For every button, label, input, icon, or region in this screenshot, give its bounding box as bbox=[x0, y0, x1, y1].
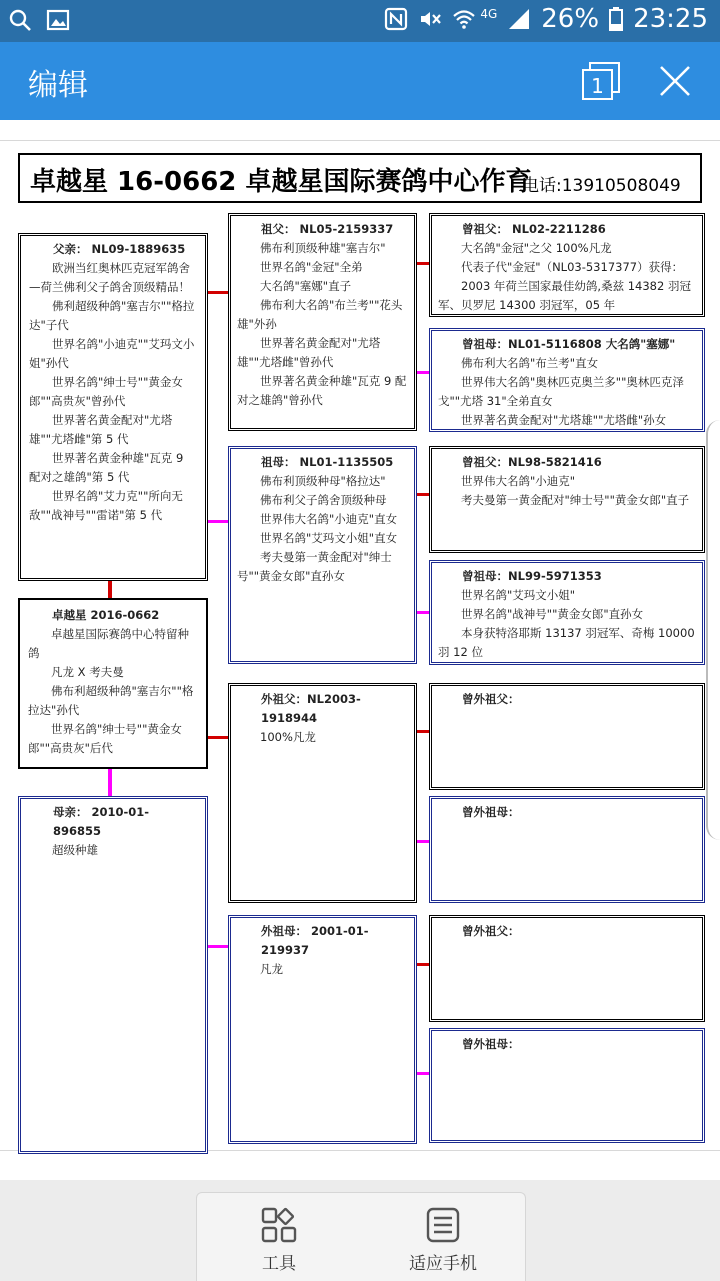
pedigree-box-heading: 曾祖父： NL02-2211286 bbox=[462, 222, 606, 236]
network-type: 4G bbox=[480, 7, 498, 21]
connector-gf2-ggf bbox=[417, 730, 429, 733]
pedigree-box-line: 超级种雄 bbox=[52, 843, 98, 857]
pedigree-box-line: 凡龙 bbox=[260, 962, 283, 976]
connector-gm2-ggf bbox=[417, 963, 429, 966]
pedigree-title: 卓越星 16-0662 卓越星国际赛鸽中心作育 bbox=[30, 167, 532, 197]
maternal-grandmother-box bbox=[228, 915, 417, 1144]
great-grandfather-1-box bbox=[429, 213, 705, 317]
battery-icon bbox=[609, 7, 623, 31]
battery-percent: 26% bbox=[541, 4, 600, 34]
connector-gm1-ggf bbox=[417, 493, 429, 496]
great-grandmother-4-box bbox=[429, 1028, 705, 1143]
great-grandfather-4-box bbox=[429, 915, 705, 1022]
connector-father-grandfather bbox=[208, 291, 228, 294]
nfc-icon bbox=[384, 7, 408, 31]
page-top-divider bbox=[0, 140, 720, 141]
scroll-edge[interactable] bbox=[706, 420, 720, 840]
great-grandfather-2-box bbox=[429, 446, 705, 553]
connector-gm1-ggm bbox=[417, 611, 429, 614]
pedigree-box-heading: 曾外祖父： bbox=[462, 692, 520, 706]
pedigree-box-heading: 曾外祖父： bbox=[462, 924, 520, 938]
connector-mother-grandmother bbox=[208, 945, 228, 948]
pedigree-box-line: 佛利超级种鸽"塞吉尔""格拉达"子代 bbox=[29, 299, 195, 332]
great-grandmother-3-box bbox=[429, 796, 705, 903]
paternal-grandfather-box bbox=[228, 213, 417, 431]
pedigree-box-line: 大名鸽"塞娜"直子 bbox=[260, 279, 352, 293]
pedigree-box-line: 世界名鸽"艾玛文小姐" bbox=[461, 588, 576, 602]
bottom-toolbar bbox=[196, 1192, 526, 1281]
connector-mother-grandfather bbox=[208, 736, 228, 739]
mother-box bbox=[18, 796, 208, 1154]
pedigree-box-line: 世界伟大名鸽"小迪克"直女 bbox=[260, 512, 398, 526]
signal-icon bbox=[507, 7, 531, 31]
pedigree-box-heading: 母亲： 2010-01-896855 bbox=[53, 805, 150, 838]
pedigree-box-line: 100%凡龙 bbox=[260, 730, 316, 744]
connector-gf1-ggf bbox=[417, 262, 429, 265]
pedigree-box-line: 卓越星国际赛鸽中心特留种鸽 bbox=[28, 627, 189, 660]
pedigree-box-line: 世界名鸽"艾力克""所向无敌""战神号""雷诺"第 5 代 bbox=[29, 489, 183, 522]
connector-father-grandmother bbox=[208, 520, 228, 523]
pedigree-box-line: 世界名鸽"绅士号""黄金女郎""高贵灰"曾孙代 bbox=[29, 375, 183, 408]
pedigree-box-line: 世界著名黄金种雄"瓦克 9 配对之雄鸽"第 5 代 bbox=[29, 451, 184, 484]
connector-gf2-ggm bbox=[417, 840, 429, 843]
pedigree-box-line: 世界著名黄金配对"尤塔雄""尤塔雌"第 5 代 bbox=[29, 413, 173, 446]
connector-gm2-ggm bbox=[417, 1072, 429, 1075]
document-lines-icon bbox=[423, 1205, 463, 1245]
pedigree-box-line: 佛布利大名鸽"布兰考"直女 bbox=[461, 356, 599, 370]
pedigree-box-line: 世界伟大名鸽"奥林匹克奥兰多""奥林匹克泽戈""尤塔 31"全弟直女 bbox=[438, 375, 684, 408]
pedigree-box-line: 大名鸽"金冠"之父 100%凡龙 bbox=[461, 241, 612, 255]
fit-phone-button[interactable] bbox=[361, 1193, 525, 1281]
pedigree-box-line: 世界名鸽"战神号""黄金女郎"直孙女 bbox=[461, 607, 644, 621]
grid-tools-icon bbox=[259, 1205, 299, 1245]
pedigree-box-line: 佛布利超级种鸽"塞吉尔""格拉达"孙代 bbox=[28, 684, 194, 717]
pedigree-box-line: 世界名鸽"艾玛文小姐"直女 bbox=[260, 531, 398, 545]
pedigree-box-line: 世界著名黄金配对"尤塔雄""尤塔雌"孙女 bbox=[461, 413, 667, 427]
great-grandmother-1-box bbox=[429, 328, 705, 432]
pedigree-box-heading: 曾祖父：NL98-5821416 bbox=[462, 455, 602, 469]
pedigree-box-line: 世界著名黄金配对"尤塔雄""尤塔雌"曾孙代 bbox=[237, 336, 381, 369]
pedigree-box-heading: 祖母： NL01-1135505 bbox=[261, 455, 394, 469]
pedigree-box-line: 世界名鸽"绅士号""黄金女郎""高贵灰"后代 bbox=[28, 722, 182, 755]
pedigree-box-line: 世界著名黄金种雄"瓦克 9 配对之雄鸽"曾孙代 bbox=[237, 374, 407, 407]
pedigree-box-heading: 父亲： NL09-1889635 bbox=[53, 242, 186, 256]
pedigree-box-line: 考夫曼第一黄金配对"绅士号""黄金女郎"直孙女 bbox=[237, 550, 392, 583]
pedigree-box-line: 世界伟大名鸽"小迪克" bbox=[461, 474, 576, 488]
pedigree-box-heading: 曾外祖母： bbox=[462, 805, 520, 819]
self-box bbox=[18, 598, 208, 769]
pedigree-header bbox=[18, 153, 702, 203]
pedigree-phone: 电话:13910508049 bbox=[522, 176, 681, 196]
pedigree-box-heading: 曾祖母：NL99-5971353 bbox=[462, 569, 602, 583]
great-grandfather-3-box bbox=[429, 683, 705, 790]
pedigree-box-line: 佛布利顶级种雄"塞吉尔" bbox=[260, 241, 386, 255]
pedigree-box-heading: 外祖母： 2001-01-219937 bbox=[261, 924, 369, 957]
connector-self-mother bbox=[108, 769, 112, 796]
mute-icon bbox=[418, 7, 442, 31]
gallery-icon bbox=[46, 8, 70, 32]
paternal-grandmother-box bbox=[228, 446, 417, 664]
connector-father-self bbox=[108, 581, 112, 598]
search-icon bbox=[8, 8, 32, 32]
pedigree-box-line: 佛布利大名鸽"布兰考""花头雄"外孙 bbox=[237, 298, 403, 331]
connector-gf1-ggm bbox=[417, 371, 429, 374]
pedigree-box-line: 佛布利顶级种母"格拉达" bbox=[260, 474, 386, 488]
pedigree-box-heading: 曾外祖母： bbox=[462, 1037, 520, 1051]
status-bar bbox=[0, 0, 720, 42]
clock: 23:25 bbox=[633, 4, 708, 34]
pedigree-box-heading: 外祖父：NL2003-1918944 bbox=[261, 692, 361, 725]
wifi-icon bbox=[452, 7, 476, 31]
page-title: 编辑 bbox=[28, 68, 88, 103]
pedigree-box-line: 欧洲当红奥林匹克冠军鸽舍—荷兰佛利父子鸽舍顶级精品！ bbox=[29, 261, 190, 294]
close-icon[interactable] bbox=[658, 64, 692, 98]
pages-icon[interactable] bbox=[582, 62, 620, 100]
pedigree-box-heading: 祖父： NL05-2159337 bbox=[261, 222, 394, 236]
maternal-grandfather-box bbox=[228, 683, 417, 903]
pedigree-box-line: 2003 年荷兰国家最佳幼鸽,桑兹 14382 羽冠军、贝罗尼 14300 羽冠军，05 年 bbox=[438, 279, 691, 312]
great-grandmother-2-box bbox=[429, 560, 705, 665]
tools-button[interactable] bbox=[197, 1193, 361, 1281]
tools-label: 工具 bbox=[262, 1254, 296, 1274]
pedigree-box-heading: 卓越星 2016-0662 bbox=[52, 608, 160, 622]
svg-text:1: 1 bbox=[591, 74, 604, 98]
pedigree-box-line: 世界名鸽"小迪克""艾玛文小姐"孙代 bbox=[29, 337, 195, 370]
pedigree-box-line: 本身获特洛耶斯 13137 羽冠军、奇梅 10000 羽 12 位 bbox=[438, 626, 695, 659]
pedigree-box-line: 凡龙 X 考夫曼 bbox=[51, 665, 124, 679]
pedigree-box-heading: 曾祖母：NL01-5116808 大名鸽"塞娜" bbox=[462, 337, 676, 351]
pedigree-box-line: 代表子代"金冠"（NL03-5317377）获得： bbox=[461, 260, 684, 274]
pedigree-box-line: 世界名鸽"金冠"全弟 bbox=[260, 260, 363, 274]
fit-phone-label: 适应手机 bbox=[409, 1254, 477, 1274]
pedigree-box-line: 考夫曼第一黄金配对"绅士号""黄金女郎"直子 bbox=[461, 493, 690, 507]
father-box bbox=[18, 233, 208, 581]
app-bar bbox=[0, 42, 720, 120]
pedigree-box-line: 佛布利父子鸽舍顶级种母 bbox=[260, 493, 387, 507]
